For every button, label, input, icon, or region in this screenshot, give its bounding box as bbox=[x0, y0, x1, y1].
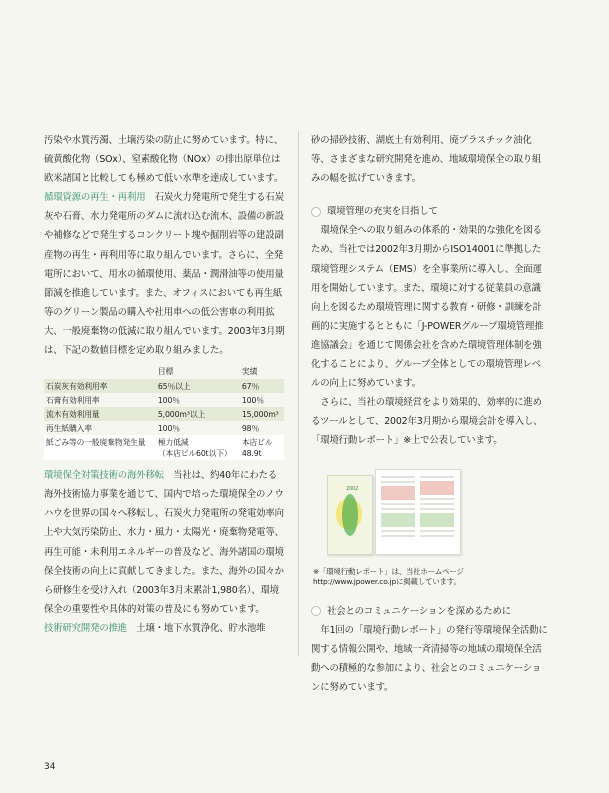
table-cell-target-main: 極力低減 bbox=[157, 437, 189, 447]
section-recycling-body: 石炭火力発電所で発生する石炭灰や石膏、水力発電所のダムに流れ込む流木、設備の新設や補修などで発生するコンクリート塊や掘削岩等の建設副産物の再生・再利用等に取り組んでいます。さらに、全発電所において、用水の循環使用、薬品・潤滑油等の使用量節減を推進しています。また、オフィスにおいても再生紙等のグリーン製品の購入や社用車への低公害車の利用拡大、一般廃棄物の低減に取り組んでいます。2003年3月期は、下記の数値目標を定め取り組みました。 bbox=[44, 192, 285, 357]
table-cell-result: 67％ bbox=[240, 379, 284, 393]
table-cell-item: 再生紙購入率 bbox=[44, 421, 156, 435]
left-paragraph-pollution: 汚染や水質汚濁、土壌汚染の防止に努めています。特に、硫黄酸化物（SOx）、窒素酸化物（NOx）の排出原単位は欧米諸国と比較しても極めて低い水準を達成しています。 bbox=[44, 135, 284, 185]
caption-url: http://www.jpower.co.jpに掲載しています。 bbox=[313, 577, 461, 586]
table-cell-item: 石膏有効利用率 bbox=[44, 393, 156, 407]
report-spread-right bbox=[420, 476, 454, 548]
right-column bbox=[311, 131, 549, 697]
heading-env-management-text: 環境管理の充実を目指して bbox=[327, 206, 438, 218]
table-cell-item: 石炭灰有効利用率 bbox=[44, 379, 156, 393]
report-cover bbox=[327, 475, 373, 555]
report-spread bbox=[375, 469, 461, 555]
table-cell-result-main: 本店ビル bbox=[241, 437, 273, 447]
table-row bbox=[44, 393, 284, 407]
targets-table bbox=[44, 364, 284, 460]
section-recycling-heading: 循環資源の再生・再利用 bbox=[44, 192, 146, 204]
table-cell-result: 100％ bbox=[240, 393, 284, 407]
paragraph-ems: 環境保全への取り組みの体系的・効果的な強化を図るため、当社では2002年3月期からISO14001に準拠した環境管理システム（EMS）を全事業所に導入し、全面運用を開始しています。また、環境に対する従業員の意識向上を図るため環境管理に関する教育・研修・訓練を計画的に実施するとともに「J-POWERグループ環境管理推進協議会」を通じて関係会社を含めた環境管理体制を強化することにより、グループ全体としての環境管理レベルの向上に努めています。 bbox=[311, 225, 544, 390]
caption-line-1: ※「環境行動レポート」は、当社ホームページ bbox=[313, 566, 464, 576]
table-cell-result bbox=[240, 435, 284, 460]
left-column bbox=[44, 131, 286, 638]
report-cover-year: 2002 bbox=[346, 485, 359, 492]
table-header-result: 実績 bbox=[241, 367, 258, 377]
table-row bbox=[44, 407, 284, 421]
table-cell-target: 65％以上 bbox=[156, 379, 240, 393]
table-cell-target: 100％ bbox=[156, 393, 240, 407]
section-tech-transfer-body: 当社は、約40年にわたる海外技術協力事業を通じて、国内で培った環境保全のノウハウを世界の国々へ移転し、石炭火力発電所の発電効率向上や大気汚染防止、水力・風力・太陽光・廃棄物発電等、再生可能・未利用エネルギーの普及など、海外諸国の環境保全技術の向上に貢献してきました。また、海外の国々から研修生を受け入れ（2003年3月末累計1,980名）、環境保全の重要性や具体的対策の普及にも努めています。 bbox=[44, 470, 284, 615]
table-cell-target-sub: （本店ビル60t以下） bbox=[157, 448, 232, 458]
cover-graphic-green bbox=[342, 494, 358, 536]
right-paragraph-rnd-continued: 砂の掃砂技術、湖底土有効利用、廃プラスチック油化等、さまざまな研究開発を進め、地域環境保全の取り組みの幅を拡げていきます。 bbox=[311, 135, 542, 185]
targets-table-header bbox=[44, 364, 284, 379]
table-row bbox=[44, 421, 284, 435]
section-rnd bbox=[44, 619, 286, 638]
table-cell-target: 100％ bbox=[156, 421, 240, 435]
section-tech-transfer bbox=[44, 466, 286, 619]
table-row bbox=[44, 435, 284, 460]
section-rnd-body: 土壌・地下水質浄化、貯水池堆 bbox=[127, 622, 266, 634]
table-row bbox=[44, 379, 284, 393]
table-header-target: 目標 bbox=[157, 367, 174, 377]
table-cell-result-sub: 48.9t bbox=[241, 448, 262, 458]
table-cell-target bbox=[156, 435, 240, 460]
report-spread-left bbox=[381, 476, 415, 548]
table-cell-target: 5,000m³以上 bbox=[156, 407, 240, 421]
paragraph-communication: 年1回の「環境行動レポート」の発行等環境保全活動に関する情報公開や、地域一斉清掃等の地域の環境保全活動への積極的な参加により、社会とのコミュニケーションに努めています。 bbox=[311, 624, 548, 693]
heading-communication bbox=[311, 602, 549, 621]
table-header-item bbox=[44, 364, 156, 379]
section-rnd-heading: 技術研究開発の推進 bbox=[44, 622, 128, 634]
bullet-circle-icon bbox=[311, 207, 321, 217]
table-cell-result: 15,000m³ bbox=[240, 407, 284, 421]
column-divider bbox=[298, 131, 299, 656]
table-cell-result: 98％ bbox=[240, 421, 284, 435]
env-report-image bbox=[321, 461, 461, 563]
heading-communication-text: 社会とのコミュニケーションを深めるために bbox=[327, 605, 511, 617]
heading-env-management bbox=[311, 202, 549, 221]
page-number: 34 bbox=[44, 762, 56, 772]
figure-caption bbox=[313, 567, 549, 588]
paragraph-env-accounting: さらに、当社の環境経営をより効果的、効率的に進めるツールとして、2002年3月期から環境会計を導入し、「環境行動レポート」※上で公表しています。 bbox=[311, 397, 543, 447]
section-tech-transfer-heading: 環境保全対策技術の海外移転 bbox=[44, 470, 164, 482]
table-cell-item: 紙ごみ等の一般廃棄物発生量 bbox=[44, 435, 156, 460]
bullet-circle-icon bbox=[311, 606, 321, 616]
table-cell-item: 流木有効利用量 bbox=[44, 407, 156, 421]
section-recycling bbox=[44, 188, 286, 360]
